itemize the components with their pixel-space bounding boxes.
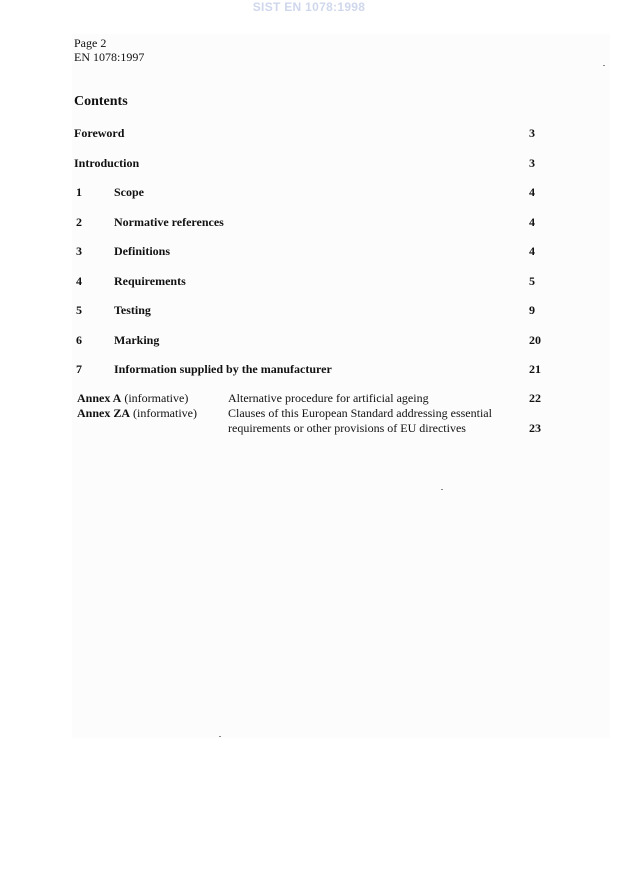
toc-entry-number: 7 <box>76 362 82 376</box>
toc-entry-page: 9 <box>529 303 535 317</box>
contents-heading: Contents <box>74 94 128 109</box>
scan-speck <box>603 65 605 66</box>
toc-entry-title: Normative references <box>114 215 224 229</box>
toc-entry-title: Information supplied by the manufacturer <box>114 362 332 376</box>
toc-entry-title: Testing <box>114 303 151 317</box>
toc-entry-number: 3 <box>76 244 82 258</box>
toc-entry-foreword <box>74 125 544 141</box>
toc-entry-page: 4 <box>529 244 535 258</box>
toc-entry-page: 5 <box>529 274 535 288</box>
toc-entry-page: 3 <box>529 156 535 170</box>
toc-entry-title: Definitions <box>114 244 171 258</box>
standard-reference: EN 1078:1997 <box>74 50 145 64</box>
annex-za-description: Clauses of this European Standard addressing essential <box>228 406 492 420</box>
annex-za-page: 23 <box>529 421 541 435</box>
watermark: SIST EN 1078:1998 <box>252 0 366 14</box>
toc-entry-number: 1 <box>76 185 82 199</box>
toc-entry-marking <box>74 332 544 348</box>
annex-a-description: Alternative procedure for artificial ageing <box>228 391 429 405</box>
annex-za-description-line2: requirements or other provisions of EU directives <box>228 421 466 435</box>
annex-label-type: (informative) <box>124 391 189 405</box>
toc-entry-introduction <box>74 155 544 171</box>
toc-entry-title: Foreword <box>74 126 125 140</box>
annex-a-page: 22 <box>529 391 541 405</box>
annex-za-label <box>77 406 197 421</box>
toc-entry-title: Scope <box>114 185 144 199</box>
annex-label-type: (informative) <box>133 406 197 420</box>
toc-entry-page: 21 <box>529 362 541 376</box>
toc-entry-number: 4 <box>76 274 82 288</box>
toc-entry-number: 6 <box>76 333 82 347</box>
toc-entry-page: 4 <box>529 215 535 229</box>
toc-entry-number: 5 <box>76 303 82 317</box>
toc-entry-page: 4 <box>529 185 535 199</box>
scan-speck <box>441 489 443 490</box>
annex-a-label <box>77 391 188 406</box>
toc-entry-normative-references <box>74 214 544 230</box>
toc-entry-page: 3 <box>529 126 535 140</box>
toc-entry-title: Requirements <box>114 274 186 288</box>
toc-entry-scope <box>74 184 544 200</box>
toc-entry-requirements <box>74 273 544 289</box>
toc-entry-definitions <box>74 243 544 259</box>
scan-speck <box>219 736 221 737</box>
toc-entry-number: 2 <box>76 215 82 229</box>
page-number: Page 2 <box>74 36 107 50</box>
toc-entry-page: 20 <box>529 333 541 347</box>
toc-entry-title: Marking <box>114 333 160 347</box>
toc-entry-testing <box>74 302 544 318</box>
toc-entry-title: Introduction <box>74 156 140 170</box>
annex-label-name: Annex A <box>77 391 122 405</box>
toc-entry-information-supplied <box>74 361 544 377</box>
annex-label-name: Annex ZA <box>77 406 131 420</box>
